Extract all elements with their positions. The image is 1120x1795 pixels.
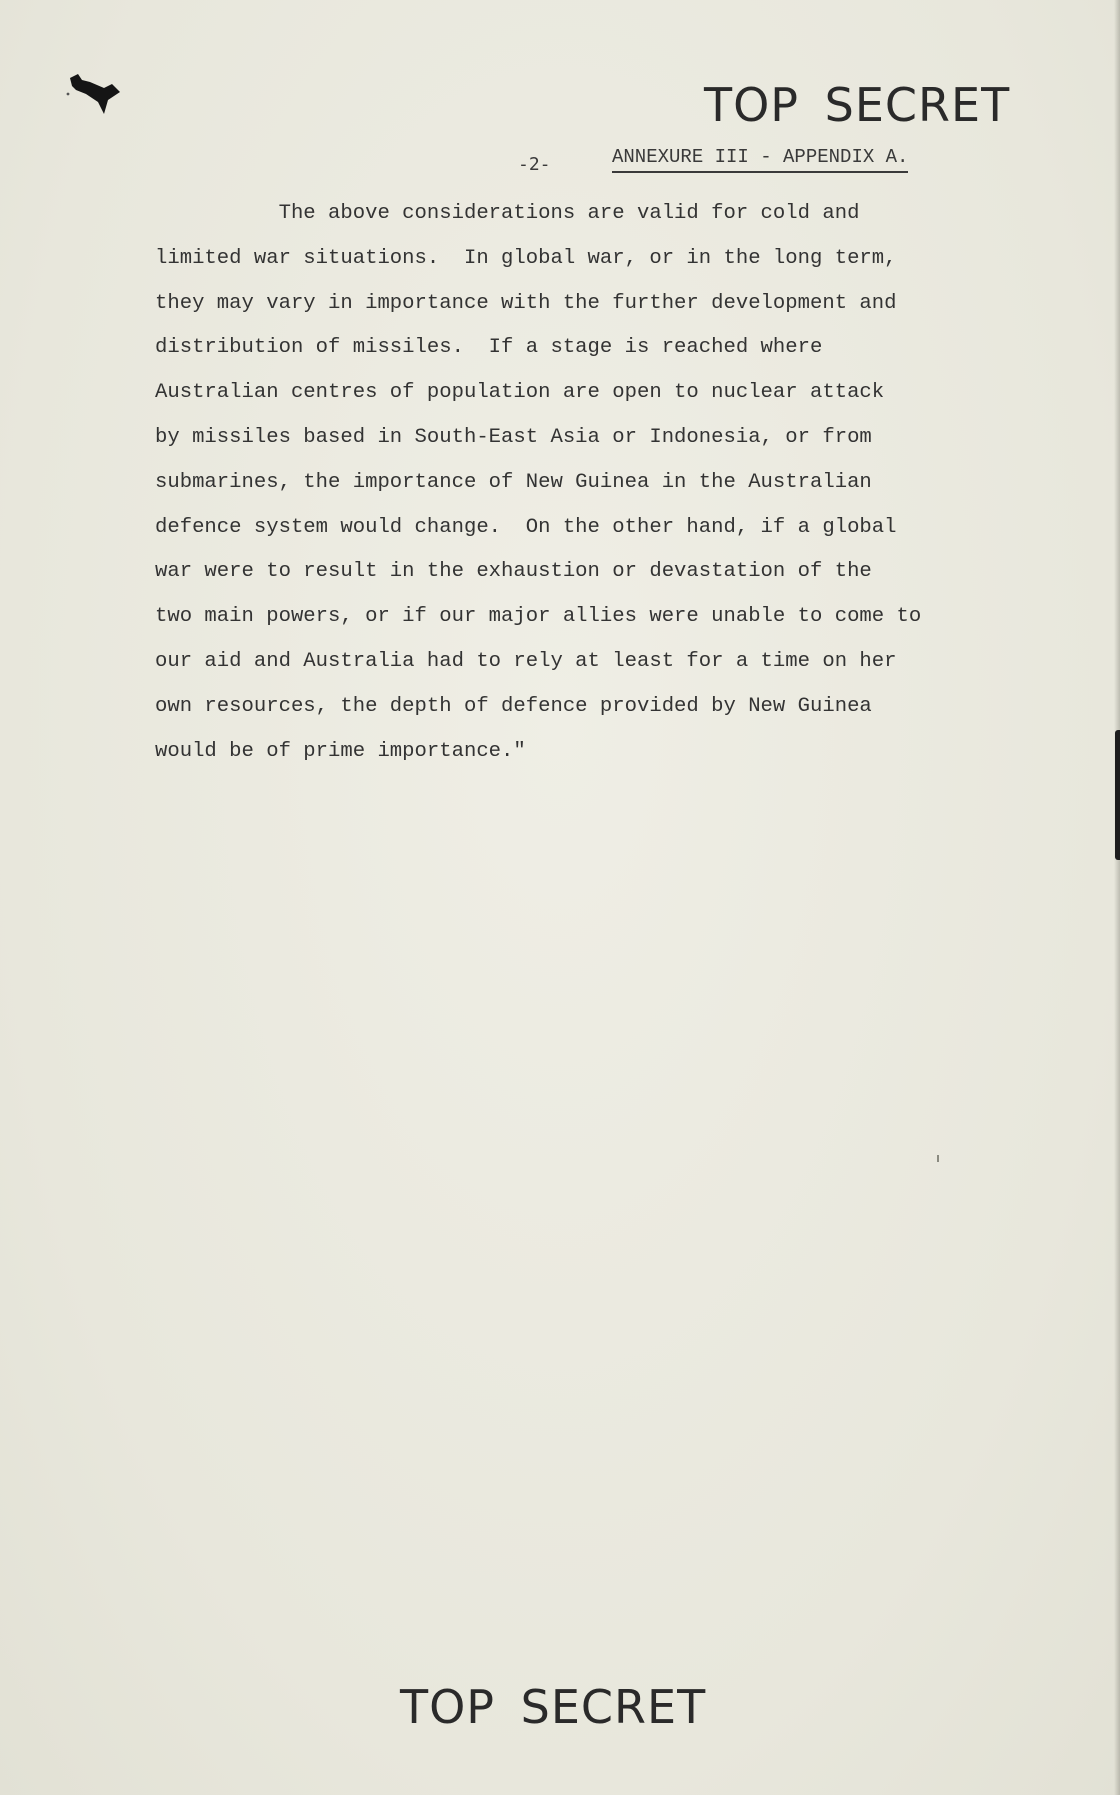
page-number: -2- bbox=[518, 154, 551, 175]
page-edge-shadow bbox=[1114, 0, 1120, 1795]
body-line: distribution of missiles. If a stage is reached where bbox=[155, 336, 823, 360]
bottom-classification-marking: TOP SECRET bbox=[400, 1680, 707, 1734]
ink-blot-mark bbox=[64, 70, 134, 120]
body-line: own resources, the depth of defence provided by New Guinea bbox=[155, 694, 872, 718]
body-line: limited war situations. In global war, or in the long term, bbox=[155, 246, 897, 270]
body-line: they may vary in importance with the further development and bbox=[155, 291, 897, 315]
body-line: submarines, the importance of New Guinea in the Australian bbox=[155, 470, 872, 494]
annex-reference: ANNEXURE III - APPENDIX A. bbox=[612, 146, 908, 173]
binding-edge-mark bbox=[1115, 730, 1120, 860]
body-line: by missiles based in South-East Asia or Indonesia, or from bbox=[155, 425, 872, 449]
body-line: Australian centres of population are open to nuclear attack bbox=[155, 381, 885, 405]
body-line: war were to result in the exhaustion or devastation of the bbox=[155, 560, 872, 584]
body-line: defence system would change. On the other hand, if a global bbox=[155, 515, 897, 539]
body-line: two main powers, or if our major allies were unable to come to bbox=[155, 605, 922, 629]
body-line: our aid and Australia had to rely at least for a time on her bbox=[155, 649, 897, 673]
stray-ink-mark bbox=[937, 1155, 939, 1162]
body-paragraph bbox=[155, 192, 1055, 774]
body-line: The above considerations are valid for cold and bbox=[155, 202, 860, 225]
body-line: would be of prime importance." bbox=[155, 739, 526, 763]
top-classification-marking: TOP SECRET bbox=[704, 78, 1011, 132]
